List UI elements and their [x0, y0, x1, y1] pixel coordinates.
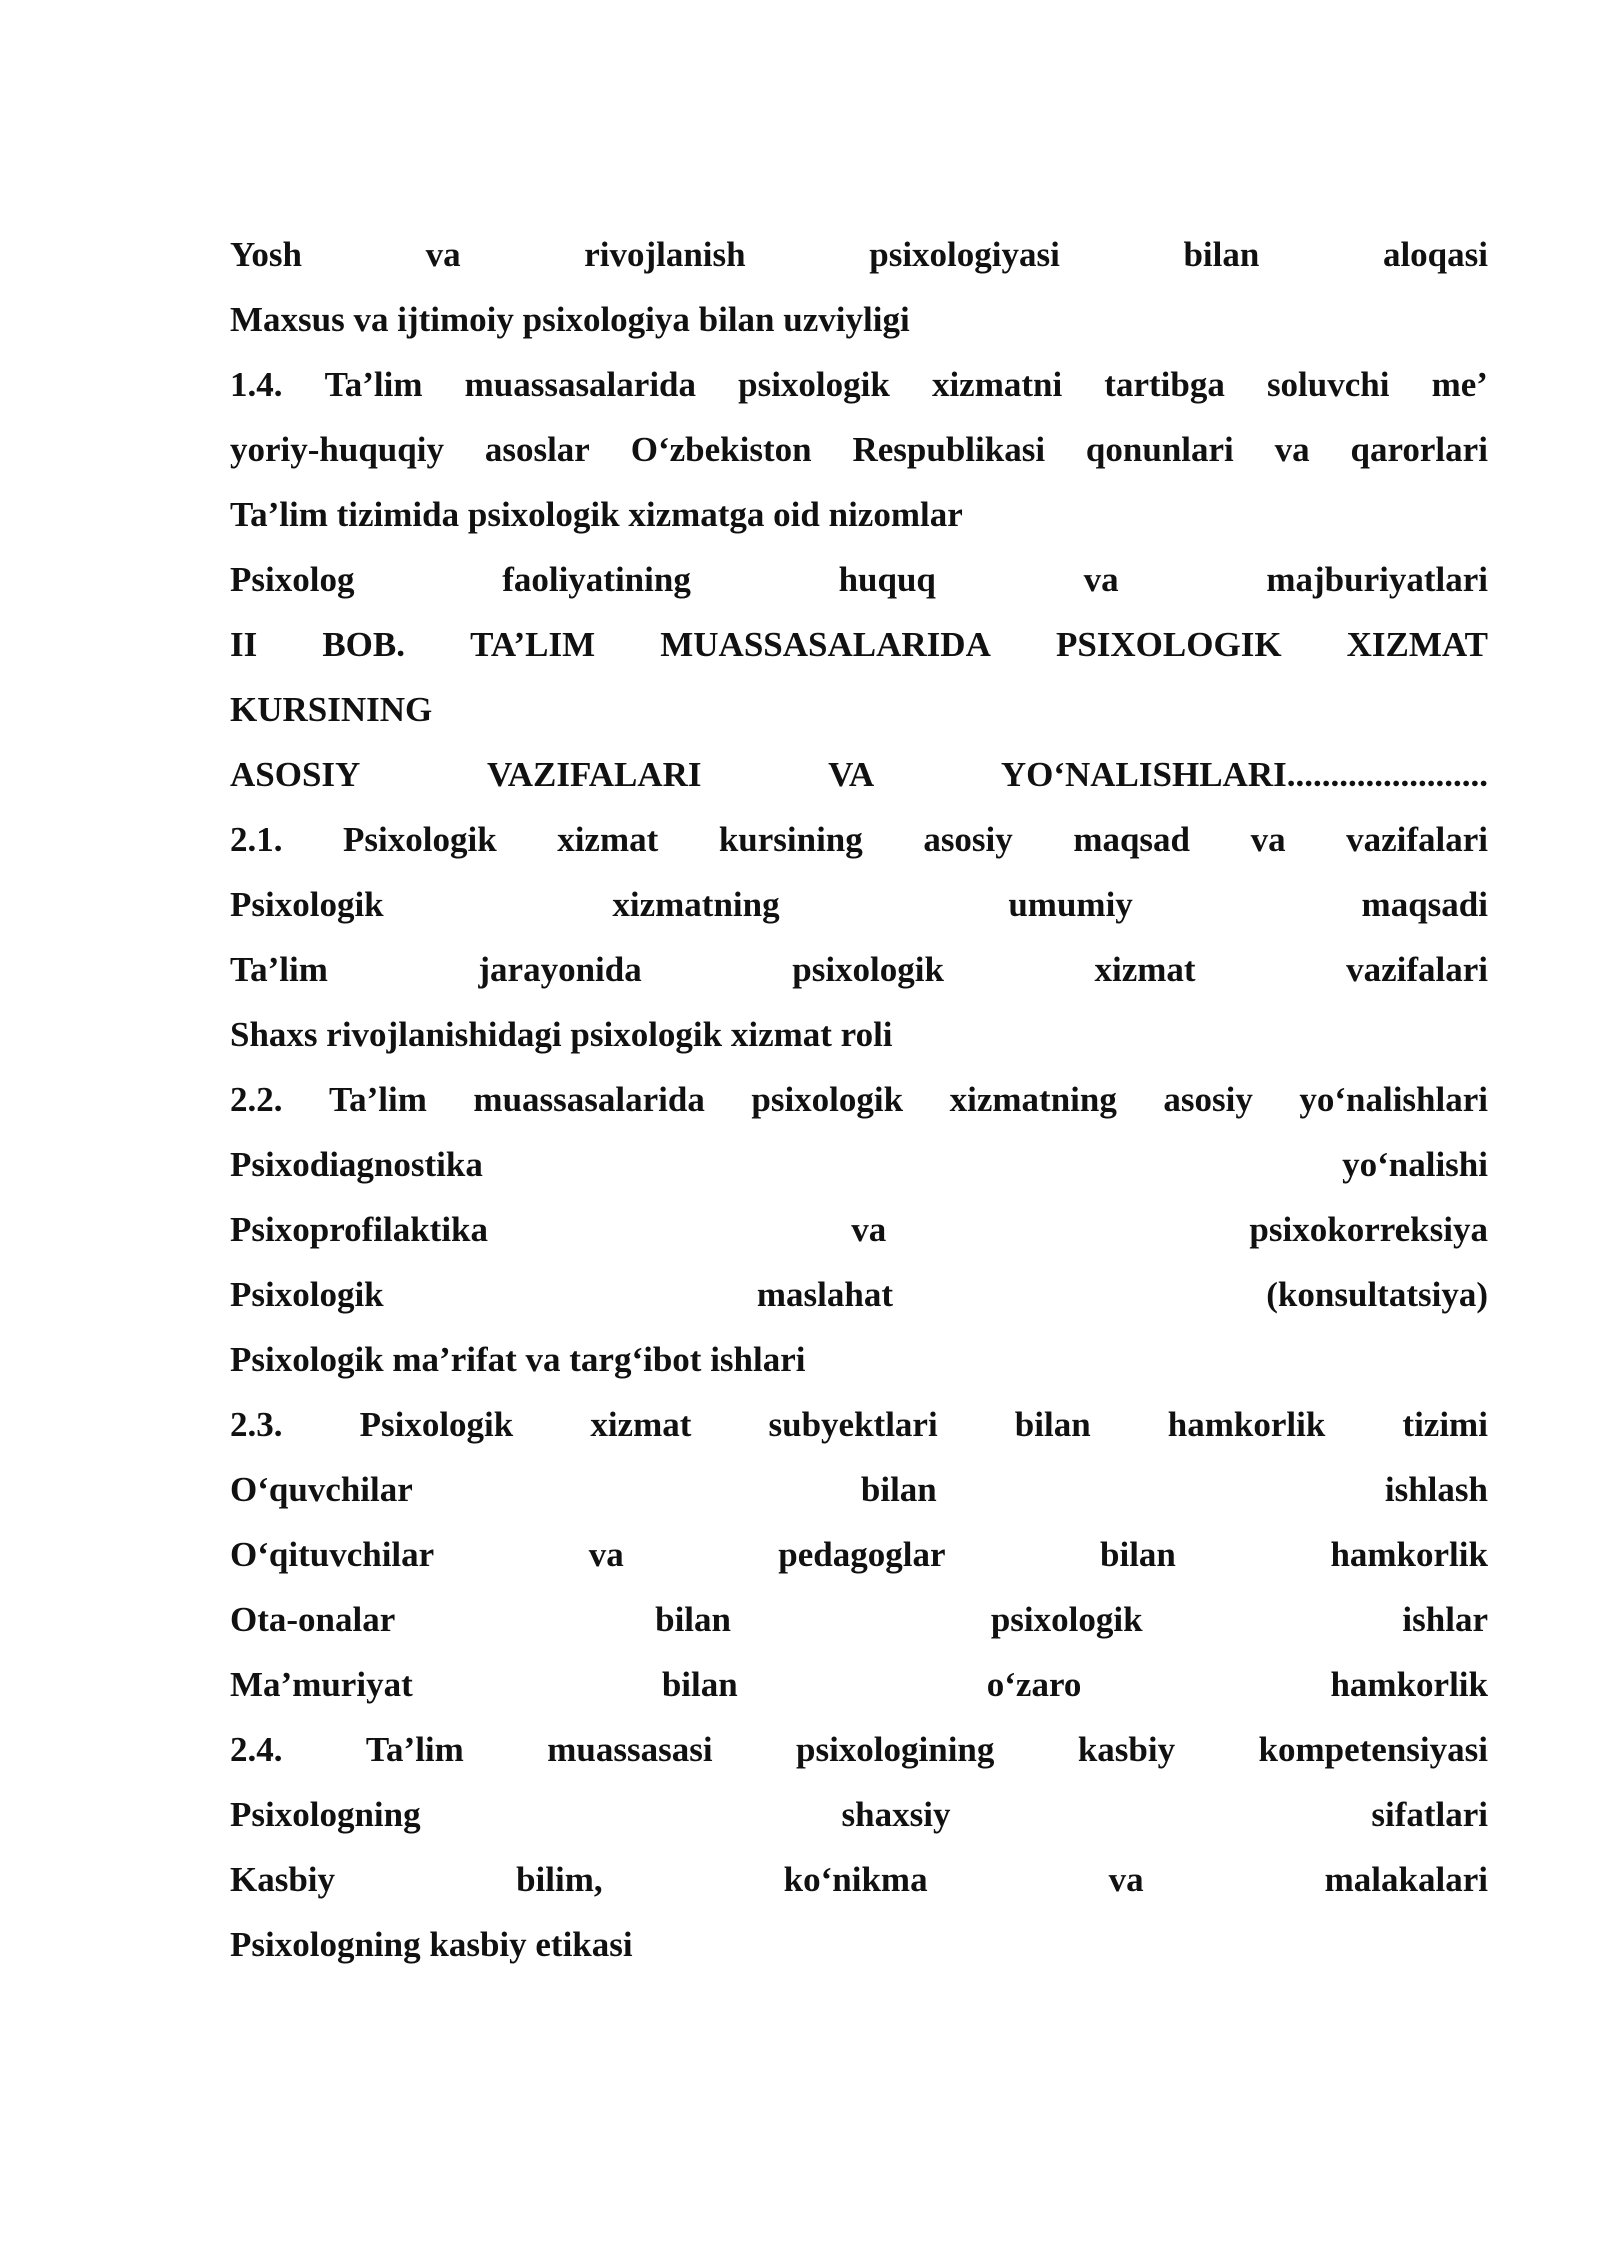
toc-word: bilan: [655, 1600, 731, 1639]
toc-word: shaxsiy: [841, 1795, 951, 1834]
toc-word: asosiy: [923, 820, 1013, 859]
toc-word: malakalari: [1324, 1860, 1488, 1899]
toc-word: aloqasi: [1382, 235, 1488, 274]
toc-line-text: Shaxs rivojlanishidagi psixologik xizmat roli: [230, 1015, 893, 1054]
toc-word: kompetensiyasi: [1258, 1730, 1488, 1769]
toc-line: [230, 612, 1488, 677]
toc-word: O‘quvchilar: [230, 1470, 413, 1509]
toc-word: qarorlari: [1350, 430, 1488, 469]
toc-word: MUASSASALARIDA: [660, 625, 991, 664]
toc-word: Ta’lim: [324, 365, 423, 404]
toc-word: 1.4.: [230, 365, 283, 404]
toc-line: [230, 1132, 1488, 1197]
toc-line: [230, 742, 1488, 807]
toc-word: bilan: [1014, 1405, 1091, 1444]
toc-line: [230, 1847, 1488, 1912]
toc-word: psixologik: [792, 950, 944, 989]
toc-word: vazifalari: [1346, 820, 1488, 859]
toc-word: xizmatning: [612, 885, 780, 924]
toc-word: Respublikasi: [852, 430, 1046, 469]
toc-word: muassasalarida: [464, 365, 697, 404]
toc-word: YO‘NALISHLARI.......................: [1000, 755, 1488, 794]
toc-word: psixokorreksiya: [1249, 1210, 1488, 1249]
toc-word: (konsultatsiya): [1266, 1275, 1488, 1314]
toc-word: ishlar: [1402, 1600, 1488, 1639]
toc-word: va: [588, 1535, 624, 1574]
toc-word: bilan: [1100, 1535, 1176, 1574]
toc-word: qonunlari: [1085, 430, 1234, 469]
toc-word: Yosh: [230, 235, 302, 274]
toc-word: huquq: [838, 560, 936, 599]
toc-word: o‘zaro: [986, 1665, 1082, 1704]
toc-line: [230, 287, 1488, 352]
toc-word: Psixologik: [230, 1275, 384, 1314]
toc-word: BOB.: [322, 625, 405, 664]
toc-word: me’: [1431, 365, 1488, 404]
toc-word: muassasalarida: [473, 1080, 705, 1119]
toc-word: 2.3.: [230, 1405, 283, 1444]
toc-line: [230, 1652, 1488, 1717]
toc-line: [230, 1717, 1488, 1782]
toc-word: asoslar: [484, 430, 590, 469]
toc-word: rivojlanish: [584, 235, 746, 274]
toc-line-text: KURSINING: [230, 690, 433, 729]
toc-word: 2.4.: [230, 1730, 283, 1769]
toc-word: majburiyatlari: [1266, 560, 1488, 599]
toc-word: Kasbiy: [230, 1860, 336, 1899]
toc-line: [230, 222, 1488, 287]
toc-word: hamkorlik: [1167, 1405, 1326, 1444]
toc-word: vazifalari: [1346, 950, 1488, 989]
toc-word: xizmat: [1094, 950, 1196, 989]
toc-word: Ota-onalar: [230, 1600, 396, 1639]
toc-word: XIZMAT: [1346, 625, 1488, 664]
toc-word: yo‘nalishi: [1342, 1145, 1488, 1184]
toc-word: Psixoprofilaktika: [230, 1210, 489, 1249]
toc-word: Psixologik: [343, 820, 497, 859]
toc-line: [230, 1782, 1488, 1847]
toc-word: hamkorlik: [1330, 1665, 1488, 1704]
toc-word: O‘zbekiston: [630, 430, 812, 469]
toc-line-text: Ta’lim tizimida psixologik xizmatga oid nizomlar: [230, 495, 963, 534]
toc-line: [230, 1262, 1488, 1327]
toc-word: O‘qituvchilar: [230, 1535, 435, 1574]
toc-word: Psixodiagnostika: [230, 1145, 483, 1184]
toc-word: 2.1.: [230, 820, 283, 859]
toc-line: [230, 547, 1488, 612]
toc-word: jarayonida: [478, 950, 642, 989]
toc-line: [230, 807, 1488, 872]
toc-word: psixologining: [795, 1730, 995, 1769]
toc-word: va: [1108, 1860, 1144, 1899]
toc-word: Ta’lim: [329, 1080, 427, 1119]
toc-word: maqsadi: [1361, 885, 1488, 924]
toc-line: [230, 417, 1488, 482]
toc-word: maslahat: [756, 1275, 894, 1314]
toc-word: va: [851, 1210, 887, 1249]
toc-word: ishlash: [1384, 1470, 1488, 1509]
toc-word: va: [1083, 560, 1119, 599]
toc-line: [230, 1327, 1488, 1392]
toc-word: psixologik: [990, 1600, 1143, 1639]
toc-word: va: [1274, 430, 1310, 469]
toc-word: Psixologik: [230, 885, 384, 924]
toc-line: [230, 872, 1488, 937]
toc-word: II: [230, 625, 258, 664]
toc-word: Ta’lim: [365, 1730, 464, 1769]
toc-word: ASOSIY: [230, 755, 361, 794]
toc-line: [230, 1587, 1488, 1652]
toc-word: sifatlari: [1371, 1795, 1488, 1834]
toc-word: ko‘nikma: [783, 1860, 928, 1899]
toc-word: soluvchi: [1266, 365, 1390, 404]
toc-word: Psixologik: [359, 1405, 514, 1444]
toc-word: bilan: [661, 1665, 738, 1704]
toc-word: bilan: [860, 1470, 937, 1509]
toc-word: Ta’lim: [230, 950, 328, 989]
toc-word: kasbiy: [1077, 1730, 1176, 1769]
toc-word: muassasasi: [547, 1730, 713, 1769]
toc-word: asosiy: [1163, 1080, 1253, 1119]
toc-word: xizmat: [557, 820, 659, 859]
toc-line: [230, 1002, 1488, 1067]
toc-word: yo‘nalishlari: [1299, 1080, 1488, 1119]
toc-line: [230, 677, 1488, 742]
toc-word: Psixologning: [230, 1795, 421, 1834]
toc-word: VAZIFALARI: [486, 755, 702, 794]
toc-word: psixologik: [738, 365, 890, 404]
toc-line: [230, 1522, 1488, 1587]
toc-line-text: Maxsus va ijtimoiy psixologiya bilan uzviyligi: [230, 300, 910, 339]
toc-line: [230, 1912, 1488, 1977]
toc-word: Ma’muriyat: [230, 1665, 413, 1704]
toc-word: bilim,: [516, 1860, 603, 1899]
toc-word: kursining: [718, 820, 863, 859]
toc-line-text: Psixologning kasbiy etikasi: [230, 1925, 633, 1964]
toc-line: [230, 482, 1488, 547]
toc-word: subyektlari: [768, 1405, 938, 1444]
toc-word: tizimi: [1402, 1405, 1488, 1444]
toc-word: va: [425, 235, 461, 274]
toc-word: 2.2.: [230, 1080, 283, 1119]
toc-word: xizmatning: [949, 1080, 1117, 1119]
toc-word: yoriy-huquqiy: [230, 430, 444, 469]
toc-word: TA’LIM: [470, 625, 596, 664]
toc-word: umumiy: [1008, 885, 1133, 924]
toc-word: hamkorlik: [1330, 1535, 1488, 1574]
toc-word: bilan: [1183, 235, 1260, 274]
toc-line: [230, 1457, 1488, 1522]
toc-line: [230, 937, 1488, 1002]
document-page: [230, 222, 1488, 1977]
toc-word: tartibga: [1104, 365, 1225, 404]
toc-word: xizmatni: [931, 365, 1063, 404]
toc-word: VA: [828, 755, 875, 794]
toc-word: faoliyatining: [502, 560, 691, 599]
toc-word: Psixolog: [230, 560, 355, 599]
toc-word: pedagoglar: [778, 1535, 946, 1574]
toc-line: [230, 1392, 1488, 1457]
toc-line-text: Psixologik ma’rifat va targ‘ibot ishlari: [230, 1340, 806, 1379]
toc-line: [230, 352, 1488, 417]
toc-word: PSIXOLOGIK: [1055, 625, 1282, 664]
toc-word: maqsad: [1073, 820, 1191, 859]
toc-line: [230, 1197, 1488, 1262]
toc-word: xizmat: [590, 1405, 692, 1444]
toc-word: psixologiyasi: [869, 235, 1060, 274]
toc-word: psixologik: [751, 1080, 904, 1119]
toc-line: [230, 1067, 1488, 1132]
toc-word: va: [1250, 820, 1286, 859]
